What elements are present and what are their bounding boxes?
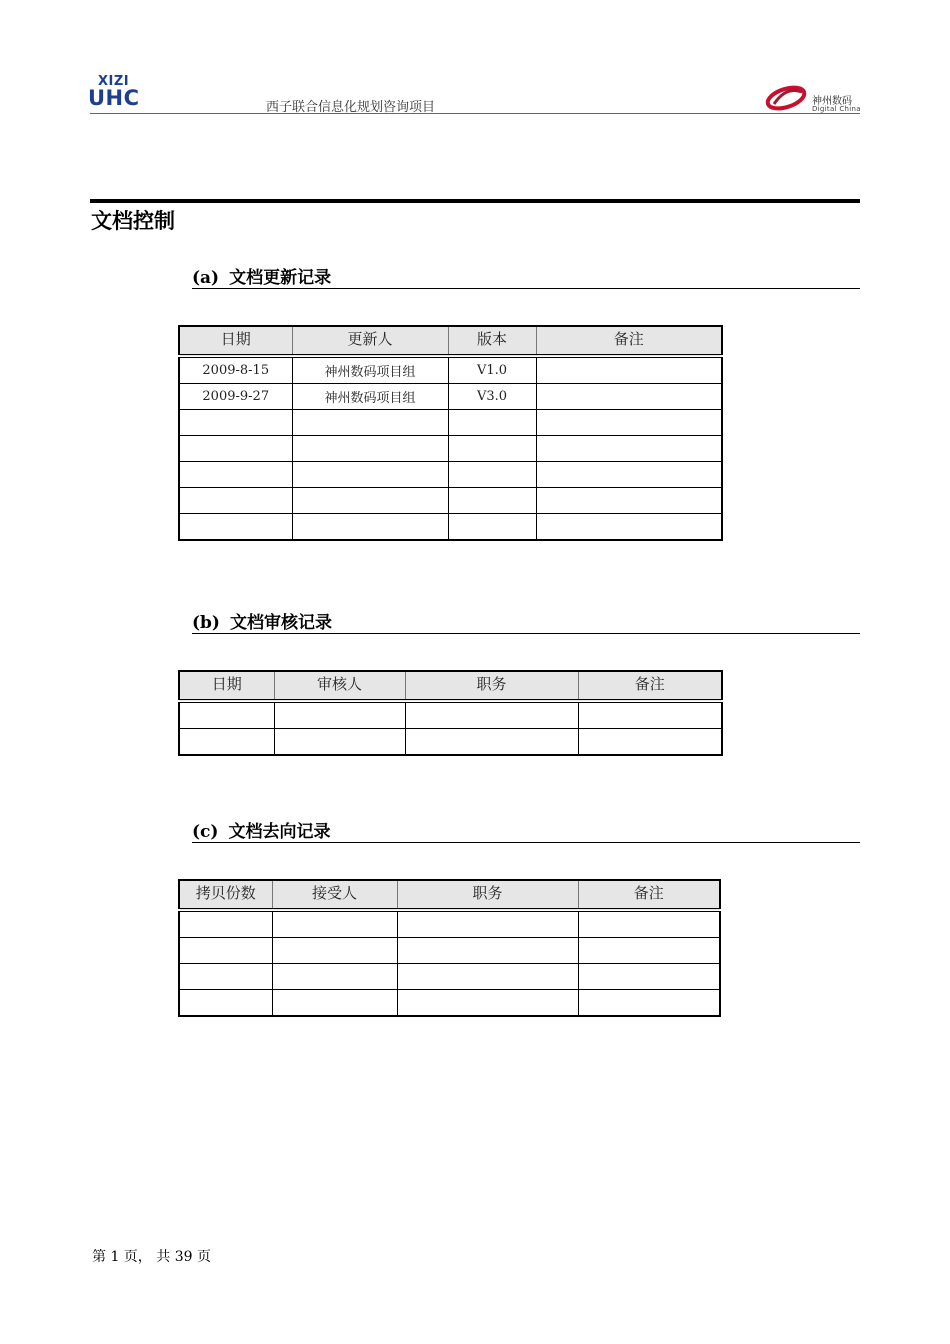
- table-cell: [536, 514, 722, 541]
- table-cell: [179, 410, 292, 436]
- table-cell: [274, 701, 405, 729]
- column-header-version: 版本: [448, 326, 536, 356]
- logo-digital-china-en: Digital China: [812, 105, 861, 113]
- column-header-reviewer: 审核人: [274, 671, 405, 701]
- table-cell: [536, 488, 722, 514]
- review-record-table: [178, 670, 723, 756]
- table-cell: [448, 462, 536, 488]
- table-row: [179, 384, 722, 410]
- table-cell: [405, 701, 578, 729]
- table-row: [179, 990, 720, 1017]
- digital-china-logo: [764, 80, 864, 116]
- table-row: [179, 964, 720, 990]
- table-cell: 2009-8-15: [179, 356, 292, 384]
- table-cell: [274, 729, 405, 756]
- column-header-copies: 拷贝份数: [179, 880, 272, 910]
- review-record-heading: [192, 608, 332, 633]
- table-cell: 2009-9-27: [179, 384, 292, 410]
- table-cell: 神州数码项目组: [292, 356, 448, 384]
- table-cell: [536, 356, 722, 384]
- logo-xizi-text: XIZI: [98, 74, 130, 89]
- table-cell: 神州数码项目组: [292, 384, 448, 410]
- distribution-record-heading: [192, 817, 330, 842]
- column-header-remarks: 备注: [536, 326, 722, 356]
- distribution-record-label: (c): [192, 822, 219, 842]
- section-title: 文档控制: [91, 209, 175, 233]
- logo-uhc-text: UHC: [88, 86, 140, 110]
- review-record-title: 文档审核记录: [229, 613, 332, 633]
- table-row: [179, 462, 722, 488]
- update-record-label: (a): [192, 268, 220, 288]
- table-cell: [179, 729, 274, 756]
- table-cell: [179, 701, 274, 729]
- distribution-record-table: [178, 879, 721, 1017]
- table-cell: [578, 910, 720, 938]
- distribution-record-title: 文档去向记录: [228, 822, 331, 842]
- table-cell: [397, 990, 578, 1017]
- table-cell: [397, 938, 578, 964]
- table-cell: [272, 910, 397, 938]
- table-cell: [179, 910, 272, 938]
- table-cell: [292, 462, 448, 488]
- table-cell: [272, 964, 397, 990]
- table-cell: [179, 964, 272, 990]
- table-header-row: [179, 326, 722, 356]
- table-cell: [272, 990, 397, 1017]
- table-cell: [448, 488, 536, 514]
- table-header-row: [179, 880, 720, 910]
- table-header-row: [179, 671, 722, 701]
- table-cell: [179, 462, 292, 488]
- column-header-position: 职务: [405, 671, 578, 701]
- table-row: [179, 488, 722, 514]
- table-row: [179, 356, 722, 384]
- header-divider: [90, 113, 860, 114]
- table-cell: [292, 436, 448, 462]
- column-header-remarks: 备注: [578, 880, 720, 910]
- table-cell: [179, 514, 292, 541]
- table-cell: [536, 384, 722, 410]
- table-cell: [448, 436, 536, 462]
- table-cell: [179, 488, 292, 514]
- table-cell: [292, 488, 448, 514]
- review-record-rule: [192, 633, 860, 634]
- table-cell: [448, 410, 536, 436]
- table-row: [179, 910, 720, 938]
- table-cell: [397, 910, 578, 938]
- table-cell: [405, 729, 578, 756]
- review-record-label: (b): [192, 613, 220, 633]
- page-number: 第 1 页， 共 39 页: [92, 1249, 211, 1265]
- column-header-recipient: 接受人: [272, 880, 397, 910]
- column-header-date: 日期: [179, 671, 274, 701]
- table-cell: [536, 436, 722, 462]
- update-record-rule: [192, 288, 860, 289]
- update-record-title: 文档更新记录: [229, 268, 332, 288]
- header-title: 西子联合信息化规划咨询项目: [266, 100, 436, 115]
- table-row: [179, 701, 722, 729]
- table-cell: [397, 964, 578, 990]
- section-rule: [90, 199, 860, 203]
- table-cell: [179, 436, 292, 462]
- table-cell: [179, 938, 272, 964]
- table-cell: [536, 410, 722, 436]
- table-row: [179, 436, 722, 462]
- xizi-uhc-logo: [88, 74, 148, 114]
- column-header-updater: 更新人: [292, 326, 448, 356]
- table-cell: [578, 990, 720, 1017]
- digital-china-swirl-icon: [764, 80, 810, 114]
- table-cell: V1.0: [448, 356, 536, 384]
- table-row: [179, 410, 722, 436]
- distribution-record-rule: [192, 842, 860, 843]
- column-header-remarks: 备注: [578, 671, 722, 701]
- table-cell: V3.0: [448, 384, 536, 410]
- logo-digital-china-cn: 神州数码: [812, 96, 852, 107]
- table-cell: [578, 964, 720, 990]
- table-cell: [272, 938, 397, 964]
- table-cell: [448, 514, 536, 541]
- table-cell: [292, 514, 448, 541]
- table-cell: [292, 410, 448, 436]
- column-header-date: 日期: [179, 326, 292, 356]
- table-row: [179, 729, 722, 756]
- table-row: [179, 938, 720, 964]
- update-record-heading: [192, 263, 331, 288]
- table-cell: [578, 701, 722, 729]
- table-cell: [578, 729, 722, 756]
- table-cell: [179, 990, 272, 1017]
- table-cell: [536, 462, 722, 488]
- table-row: [179, 514, 722, 541]
- update-record-table: [178, 325, 723, 541]
- table-cell: [578, 938, 720, 964]
- column-header-position: 职务: [397, 880, 578, 910]
